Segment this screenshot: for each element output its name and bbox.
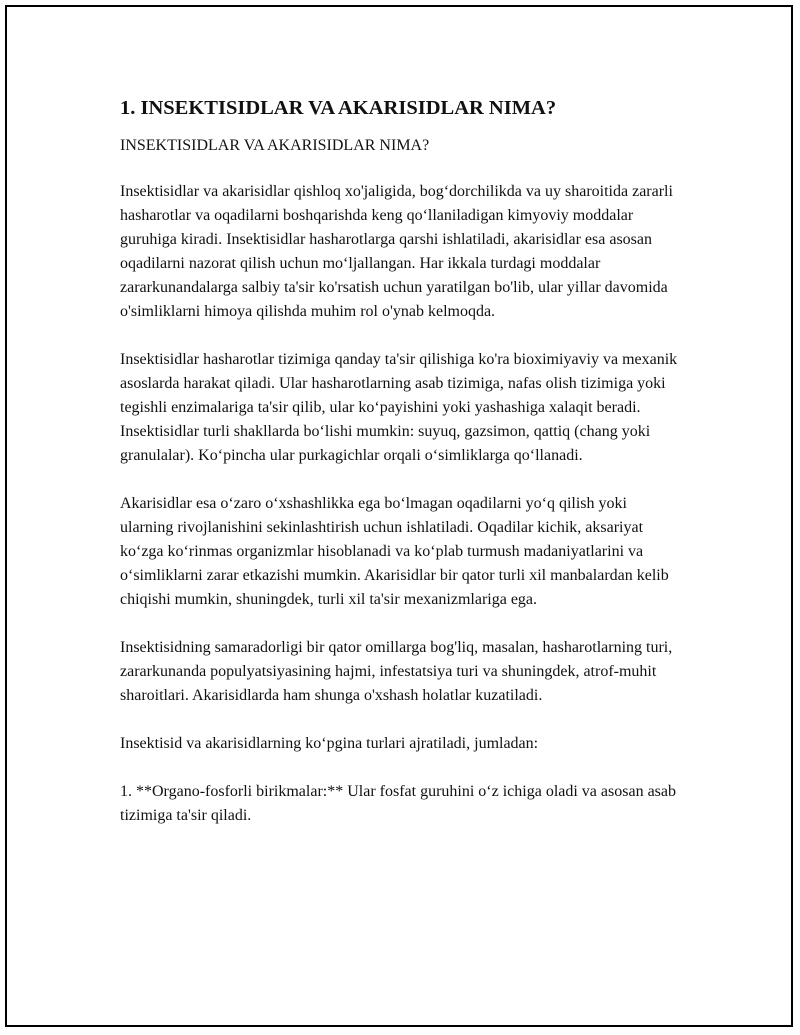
paragraph-intro: Insektisidlar va akarisidlar qishloq xo'jaligida, bog‘dorchilikda va uy sharoitida zararli hasharotlar va oqadilarni boshqarishda keng qo‘llaniladigan kimyoviy moddalar guruhiga kiradi. Insektisidlar hasharotlarga qarshi ishlatiladi, akarisidlar esa asosan oqadilarni nazorat qilish uchun mo‘ljallangan. Har ikkala turdagi moddalar zararkunandalarga salbiy ta'sir ko'rsatish uchun yaratilgan bo'lib, ular yillar davomida o'simliklarni himoya qilishda muhim rol o'ynab kelmoqda. bbox=[120, 183, 673, 320]
section-heading: 1. INSEKTISIDLAR VA AKARISIDLAR NIMA? bbox=[120, 97, 557, 119]
paragraph-insecticide-action: Insektisidlar hasharotlar tizimiga qanday ta'sir qilishiga ko'ra bioximiyaviy va mexanik asoslarda harakat qiladi. Ular hasharotlarning asab tizimiga, nafas olish tizimiga yoki tegishli enzimalariga ta'sir qilib, ular ko‘payishini yoki yashashiga xalaqit beradi. Insektisidlar turli shakllarda bo‘lishi mumkin: suyuq, gazsimon, qattiq (chang yoki granulalar). Ko‘pincha ular purkagichlar orqali o‘simliklarga qo‘llanadi. bbox=[120, 351, 678, 464]
paragraph-types-intro: Insektisid va akarisidlarning ko‘pgina turlari ajratiladi, jumladan: bbox=[120, 735, 539, 752]
list-item-organophosphates: 1. **Organo-fosforli birikmalar:** Ular fosfat guruhini o‘z ichiga oladi va asosan asab tizimiga ta'sir qiladi. bbox=[120, 783, 676, 824]
paragraph-acaricide-action: Akarisidlar esa o‘zaro o‘xshashlikka ega bo‘lmagan oqadilarni yo‘q qilish yoki ularning rivojlanishini sekinlashtirish uchun ishlatiladi. Oqadilar kichik, aksariyat ko‘zga ko‘rinmas organizmlar hisoblanadi va ko‘plab turmush madaniyatlarini va o‘simliklarni zarar etkazishi mumkin. Akarisidlar bir qator turli xil manbalardan kelib chiqishi mumkin, shuningdek, turli xil ta'sir mexanizmlariga ega. bbox=[120, 495, 669, 608]
paragraph-effectiveness: Insektisidning samaradorligi bir qator omillarga bog'liq, masalan, hasharotlarning turi, zararkunanda populyatsiyasining hajmi, infestatsiya turi va shuningdek, atrof-muhit sharoitlari. Akarisidlarda ham shunga o'xshash holatlar kuzatiladi. bbox=[120, 639, 673, 704]
document-page bbox=[5, 5, 793, 1027]
document-content bbox=[120, 95, 680, 852]
section-subheading: INSEKTISIDLAR VA AKARISIDLAR NIMA? bbox=[120, 137, 430, 154]
